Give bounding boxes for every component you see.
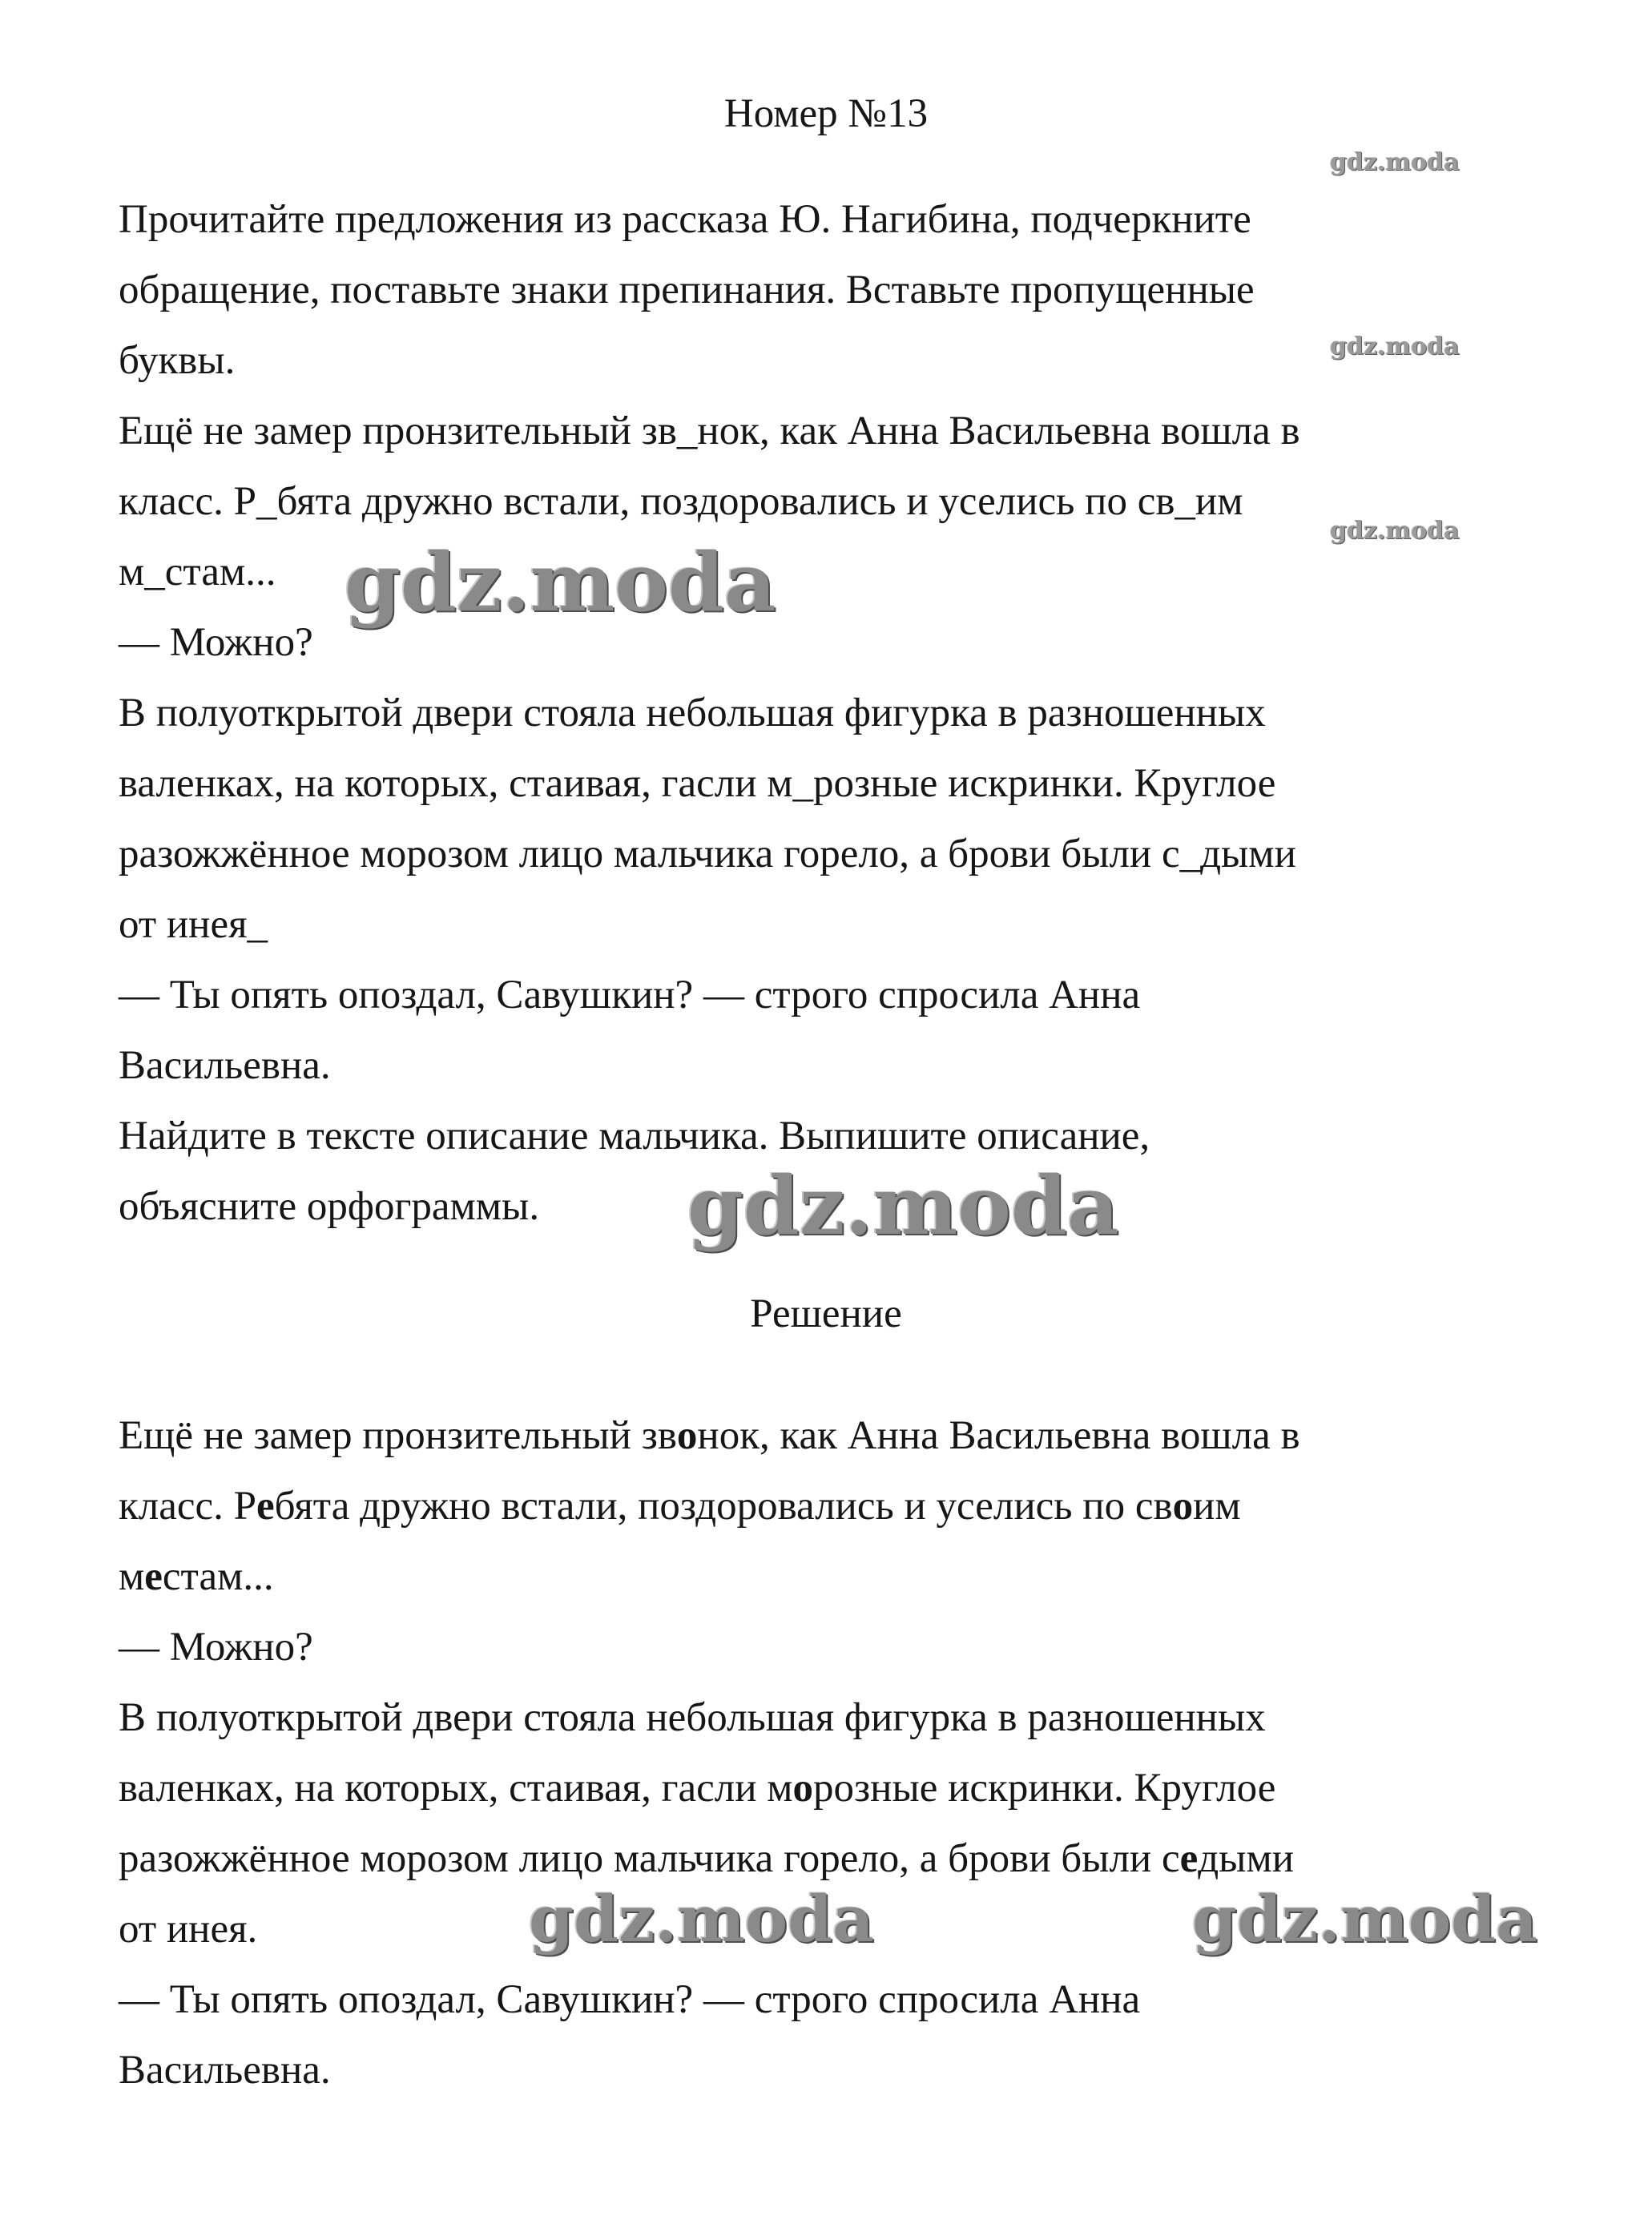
page-title: Номер №13	[723, 91, 929, 136]
solution-line	[119, 2046, 331, 2094]
task-line: В полуоткрытой двери стояла небольшая фигурка в разношенных	[119, 691, 1266, 735]
task-line: — Можно?	[119, 620, 313, 665]
text-fragment: — Можно?	[119, 1625, 313, 1670]
inserted-letter: о	[792, 1766, 814, 1811]
text-fragment: класс. Р	[119, 1484, 257, 1529]
inserted-letter: о	[676, 1413, 698, 1458]
solution-line	[119, 1835, 1294, 1883]
watermark: gdz.moda	[1330, 517, 1460, 545]
inserted-letter: е	[1179, 1836, 1199, 1881]
task-line: валенках, на которых, стаивая, гасли м_розные искринки. Круглое	[119, 761, 1276, 806]
text-fragment: м	[119, 1554, 145, 1599]
inserted-letter: е	[256, 1484, 275, 1529]
task-line: разожжённое морозом лицо мальчика горело, а брови были с_дыми	[119, 832, 1296, 876]
solution-line	[119, 1482, 1241, 1530]
task-line: Васильевна.	[119, 1043, 331, 1088]
task-line: буквы.	[119, 338, 236, 383]
text-fragment: бята дружно встали, поздоровались и уселись по св	[274, 1484, 1173, 1529]
task-line: Ещё не замер пронзительный зв_нок, как Анна Васильевна вошла в	[119, 409, 1300, 453]
text-fragment: Васильевна.	[119, 2048, 331, 2093]
solution-line	[119, 1694, 1266, 1742]
watermark: gdz.moda	[1330, 332, 1460, 361]
solution-line	[119, 1553, 274, 1601]
task-line: обращение, поставьте знаки препинания. Вставьте пропущенные	[119, 268, 1255, 312]
task-line: Найдите в тексте описание мальчика. Выпишите описание,	[119, 1114, 1150, 1158]
text-fragment: В полуоткрытой двери стояла небольшая фигурка в разношенных	[119, 1695, 1266, 1740]
text-fragment: розные искринки. Круглое	[813, 1766, 1276, 1811]
text-fragment: от инея.	[119, 1907, 258, 1952]
task-line: м_стам...	[119, 550, 276, 594]
text-fragment: — Ты опять опоздал, Савушкин? — строго спросила Анна	[119, 1977, 1141, 2022]
inserted-letter: е	[144, 1554, 163, 1599]
solution-line	[119, 1764, 1275, 1812]
inserted-letter: о	[1172, 1484, 1194, 1529]
text-fragment: разожжённое морозом лицо мальчика горело, а брови были с	[119, 1836, 1180, 1881]
watermark: gdz.moda	[345, 535, 776, 630]
text-fragment: нок, как Анна Васильевна вошла в	[697, 1413, 1300, 1458]
text-fragment: дыми	[1198, 1836, 1295, 1881]
text-fragment: Ещё не замер пронзительный зв	[119, 1413, 677, 1458]
task-line: — Ты опять опоздал, Савушкин? — строго спросила Анна	[119, 973, 1141, 1017]
task-line: класс. Р_бята дружно встали, поздоровались и уселись по св_им	[119, 479, 1243, 524]
solution-line	[119, 1976, 1140, 2024]
solution-line	[119, 1905, 257, 1953]
text-fragment: валенках, на которых, стаивая, гасли м	[119, 1766, 793, 1811]
task-line: Прочитайте предложения из рассказа Ю. Нагибина, подчеркните	[119, 197, 1251, 242]
solution-line	[119, 1412, 1300, 1460]
watermark: gdz.moda	[1192, 1881, 1537, 1956]
solution-heading: Решение	[750, 1291, 902, 1336]
text-fragment: стам...	[162, 1554, 274, 1599]
watermark: gdz.moda	[529, 1881, 874, 1956]
task-line: от инея_	[119, 902, 268, 947]
task-line: объясните орфограммы.	[119, 1184, 540, 1229]
solution-line	[119, 1623, 313, 1671]
watermark: gdz.moda	[1330, 148, 1460, 176]
watermark: gdz.moda	[687, 1158, 1119, 1253]
text-fragment: им	[1193, 1484, 1241, 1529]
